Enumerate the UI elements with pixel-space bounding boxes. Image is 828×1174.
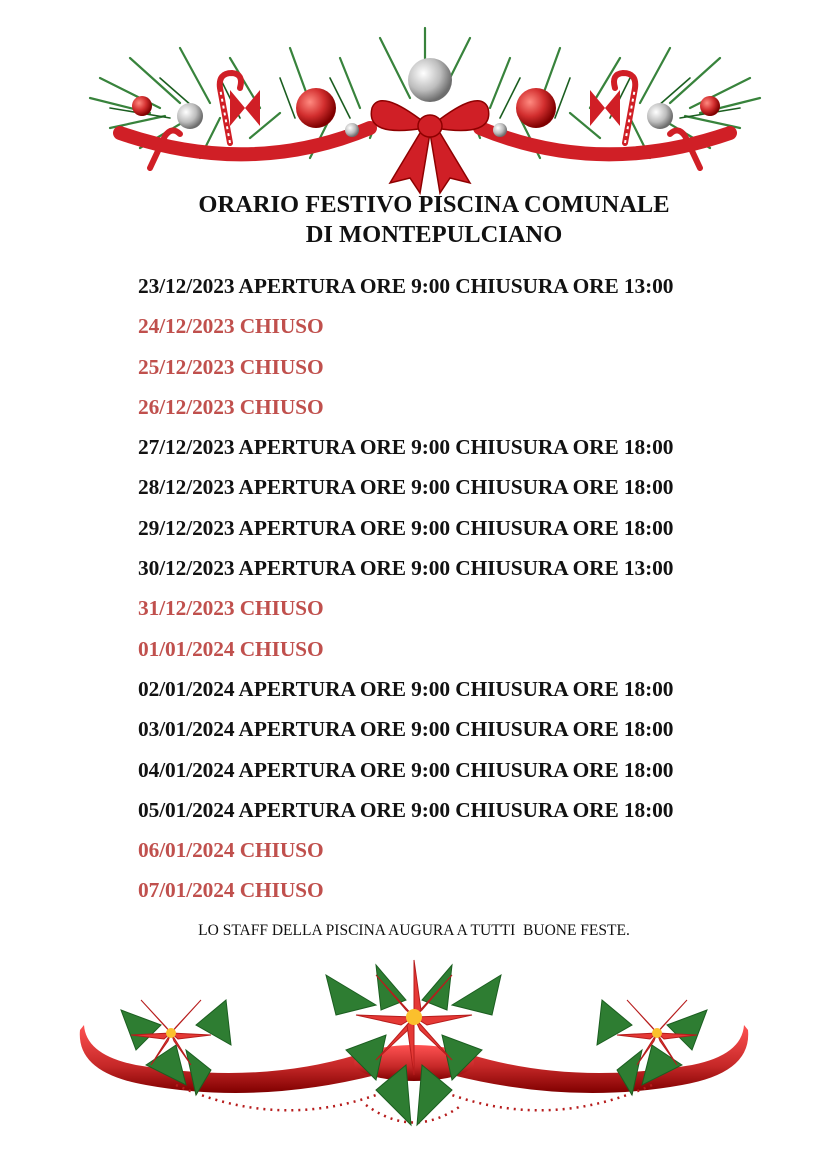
schedule-row [138,311,673,351]
schedule-date: 03/01/2024 [138,717,235,742]
schedule-hours: APERTURA ORE 9:00 CHIUSURA ORE 18:00 [238,475,674,500]
schedule-row [138,674,673,714]
christmas-garland-with-bow-icon [80,18,770,198]
schedule-closed: CHIUSO [239,878,324,903]
schedule-row [138,593,673,633]
schedule-date: 30/12/2023 [138,556,235,581]
schedule-closed: CHIUSO [239,354,324,379]
schedule-closed: CHIUSO [239,838,324,863]
schedule-date: 27/12/2023 [138,435,235,460]
schedule-row [138,553,673,593]
title-line-2: DI MONTEPULCIANO [305,221,563,248]
schedule-hours: APERTURA ORE 9:00 CHIUSURA ORE 18:00 [238,717,674,742]
schedule-closed: CHIUSO [239,314,324,339]
schedule-date: 26/12/2023 [138,394,235,419]
schedule-row [138,271,673,311]
schedule-date: 06/01/2024 [138,838,235,863]
schedule-row [138,835,673,875]
schedule-date: 29/12/2023 [138,515,235,540]
schedule-closed: CHIUSO [239,636,324,661]
schedule-hours: APERTURA ORE 9:00 CHIUSURA ORE 18:00 [238,676,674,701]
page-title [0,190,828,250]
schedule-date: 04/01/2024 [138,757,235,782]
holiday-schedule-list [138,271,673,916]
schedule-row [138,352,673,392]
schedule-hours: APERTURA ORE 9:00 CHIUSURA ORE 13:00 [238,556,674,581]
schedule-row [138,755,673,795]
schedule-row [138,432,673,472]
schedule-date: 28/12/2023 [138,475,235,500]
schedule-hours: APERTURA ORE 9:00 CHIUSURA ORE 18:00 [238,515,674,540]
schedule-closed: CHIUSO [239,596,324,621]
schedule-closed: CHIUSO [239,394,324,419]
schedule-hours: APERTURA ORE 9:00 CHIUSURA ORE 18:00 [238,757,674,782]
schedule-date: 25/12/2023 [138,354,235,379]
poinsettia-ribbon-garland-icon [76,955,752,1145]
schedule-date: 05/01/2024 [138,797,235,822]
schedule-hours: APERTURA ORE 9:00 CHIUSURA ORE 18:00 [238,435,674,460]
schedule-row [138,513,673,553]
schedule-date: 31/12/2023 [138,596,235,621]
schedule-hours: APERTURA ORE 9:00 CHIUSURA ORE 13:00 [238,274,674,298]
schedule-date: 01/01/2024 [138,636,235,661]
schedule-row [138,392,673,432]
schedule-row [138,875,673,915]
schedule-row [138,795,673,835]
schedule-date: 07/01/2024 [138,878,235,903]
schedule-row [138,472,673,512]
title-line-1: ORARIO FESTIVO PISCINA COMUNALE [198,191,670,218]
schedule-date: 24/12/2023 [138,314,235,339]
schedule-hours: APERTURA ORE 9:00 CHIUSURA ORE 18:00 [238,797,674,822]
greeting-footer: LO STAFF DELLA PISCINA AUGURA A TUTTI BUONE FESTE. [198,922,630,939]
schedule-row [138,714,673,754]
schedule-row [138,634,673,674]
schedule-date: 02/01/2024 [138,676,235,701]
schedule-date: 23/12/2023 [138,274,235,298]
